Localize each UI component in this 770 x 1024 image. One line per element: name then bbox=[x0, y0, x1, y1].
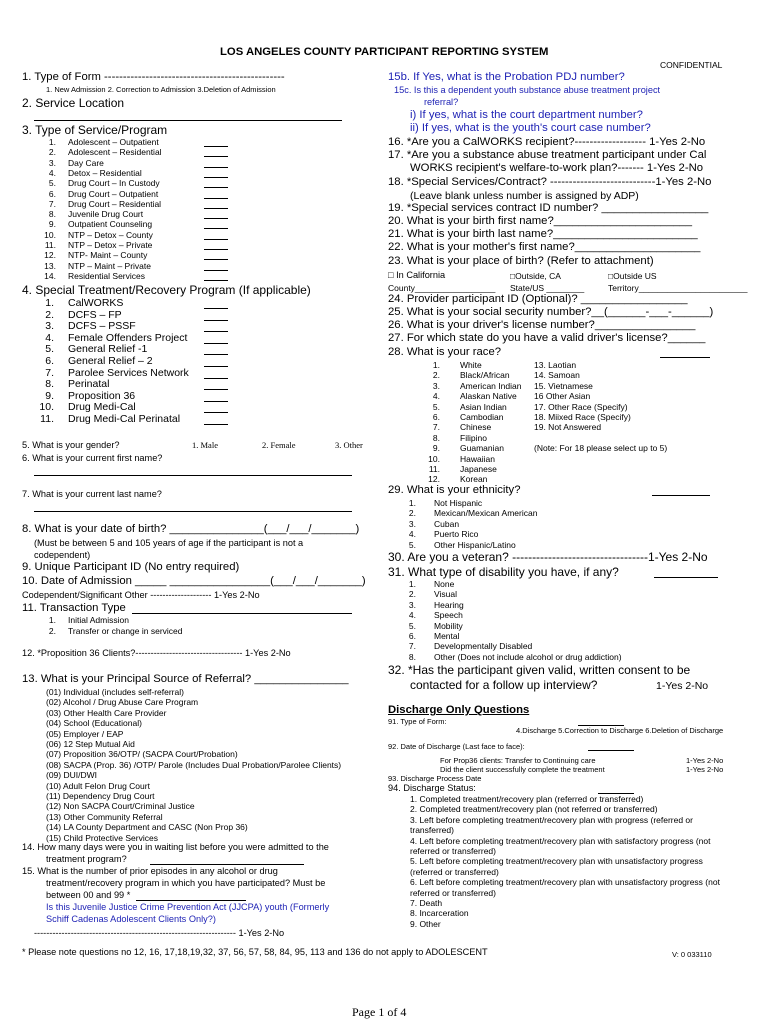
q32-line2: contacted for a follow up interview? bbox=[410, 678, 598, 692]
race-option[interactable]: 16 Other Asian bbox=[534, 391, 591, 402]
q14-line2: treatment program? bbox=[46, 854, 127, 864]
d93-label: 93. Discharge Process Date bbox=[388, 774, 482, 783]
service-program-option[interactable]: Adolescent – Outpatient bbox=[68, 137, 159, 147]
special-program-option[interactable]: Female Offenders Project bbox=[68, 331, 188, 344]
race-option[interactable]: (Note: For 18 please select up to 5) bbox=[534, 443, 668, 454]
list-item-number: 11. bbox=[44, 240, 56, 250]
list-item-number: 7. bbox=[45, 366, 54, 379]
discharge-status-option[interactable]: referred or transferred) bbox=[410, 846, 496, 856]
q15-line1: 15. What is the number of prior episodes in any alcohol or drug bbox=[22, 866, 278, 876]
service-program-blank[interactable] bbox=[204, 280, 228, 281]
q29-label: 29. What is your ethnicity? bbox=[388, 484, 521, 496]
q10-codependent: Codependent/Significant Other -------------------- 1-Yes 2-No bbox=[22, 590, 260, 600]
list-item-number: 3. bbox=[45, 320, 54, 333]
list-item-number: 5. bbox=[432, 401, 440, 412]
disability-input[interactable] bbox=[654, 577, 718, 578]
list-item-number: 2. bbox=[408, 589, 416, 600]
race-option[interactable]: Korean bbox=[460, 474, 488, 485]
service-program-option[interactable]: Day Care bbox=[68, 157, 104, 168]
q32-line1: 32. *Has the participant given valid, written consent to be bbox=[388, 663, 691, 677]
referral-source-option[interactable]: (04) School (Educational) bbox=[46, 718, 142, 729]
service-program-option[interactable]: Adolescent – Residential bbox=[68, 147, 162, 158]
birthplace-outside-ca-option[interactable]: □Outside, CA bbox=[510, 271, 561, 281]
list-item-number: 1. bbox=[48, 137, 56, 147]
service-program-option[interactable]: Drug Court – In Custody bbox=[68, 178, 160, 189]
list-item-number: 4. bbox=[48, 167, 56, 178]
q17-line2: WORKS recipient's welfare-to-work plan?------- 1-Yes 2-No bbox=[410, 162, 704, 174]
service-program-blank[interactable] bbox=[204, 270, 228, 271]
q14-line1: 14. How many days were you in waiting list before you were admitted to the bbox=[22, 842, 329, 852]
discharge-status-option[interactable]: 3. Left before completing treatment/recovery plan with progress (referred or bbox=[410, 814, 693, 825]
q15c-ii: ii) If yes, what is the youth's court case number? bbox=[410, 122, 651, 134]
special-program-option[interactable]: Proposition 36 bbox=[68, 389, 136, 402]
referral-source-option[interactable]: (06) 12 Step Mutual Aid bbox=[46, 739, 135, 749]
state-field[interactable]: State/US ________ bbox=[510, 283, 585, 293]
referral-source-option[interactable]: (10) Adult Felon Drug Court bbox=[46, 780, 150, 791]
list-item-number: 4. bbox=[408, 610, 416, 621]
list-item-number: 2. bbox=[48, 147, 56, 158]
prop36-complete-answer: 1-Yes 2-No bbox=[686, 765, 724, 774]
service-location-input[interactable] bbox=[34, 120, 342, 121]
q4-label: 4. Special Treatment/Recovery Program (If applicable) bbox=[22, 283, 311, 297]
race-option[interactable]: Japanese bbox=[460, 464, 497, 474]
race-option[interactable]: Asian Indian bbox=[460, 401, 507, 412]
special-program-option[interactable]: CalWORKS bbox=[68, 297, 124, 309]
version-label: V: 0 033110 bbox=[672, 950, 712, 959]
discharge-status-option[interactable]: 5. Left before completing treatment/recovery plan with unsatisfactory progress bbox=[410, 856, 703, 867]
prop36-transfer-label: For Prop36 clients: Transfer to Continuing care bbox=[440, 756, 596, 765]
birthplace-outside-us-option[interactable]: □Outside US bbox=[608, 271, 657, 281]
transaction-type-option[interactable]: Initial Admission bbox=[68, 615, 129, 625]
birthplace-california-option[interactable]: □ In California bbox=[388, 270, 446, 280]
ethnicity-option[interactable]: Mexican/Mexican American bbox=[434, 508, 538, 519]
service-program-blank[interactable] bbox=[204, 259, 228, 260]
q20-label: 20. What is your birth first name?______________________ bbox=[388, 215, 692, 227]
race-option[interactable]: Black/African bbox=[460, 370, 510, 381]
q17-line1: 17. *Are you a substance abuse treatment participant under Cal bbox=[388, 149, 707, 161]
service-program-option[interactable]: Residential Services bbox=[68, 270, 146, 281]
list-item-number: 1. bbox=[48, 615, 56, 625]
q13-label: 13. What is your Principal Source of Referral? _______________ bbox=[22, 673, 349, 685]
transaction-type-input[interactable] bbox=[132, 613, 352, 614]
q8-note-line1: (Must be between 5 and 105 years of age if the participant is not a bbox=[34, 538, 304, 548]
list-item-number: 6. bbox=[45, 355, 54, 367]
discharge-status-option[interactable]: referred or transferred) bbox=[410, 887, 496, 898]
referral-source-option[interactable]: (08) SACPA (Prop. 36) /OTP/ Parole (Includes Dual Probation/Parolee Clients) bbox=[46, 759, 342, 770]
referral-source-option[interactable]: (05) Employer / EAP bbox=[46, 728, 124, 739]
list-item-number: 3. bbox=[408, 599, 416, 610]
race-option[interactable]: 14. Samoan bbox=[534, 370, 580, 381]
service-program-blank[interactable] bbox=[204, 146, 228, 147]
special-program-option[interactable]: DCFS – FP bbox=[68, 308, 122, 321]
list-item-number: 10. bbox=[428, 453, 440, 464]
ethnicity-option[interactable]: Other Hispanic/Latino bbox=[434, 539, 516, 550]
list-item-number: 4. bbox=[432, 391, 440, 402]
q15c-line2: referral? bbox=[424, 97, 459, 107]
list-item-number: 5. bbox=[45, 343, 54, 356]
gender-other-option[interactable]: 3. Other bbox=[335, 440, 363, 450]
q15a-line1: Is this Juvenile Justice Crime Prevention Act (JJCPA) youth (Formerly bbox=[46, 902, 330, 912]
list-item-number: 10. bbox=[44, 229, 56, 240]
q32-answer: 1-Yes 2-No bbox=[656, 680, 709, 692]
q15a-line2: Schiff Cadenas Adolescent Clients Only?) bbox=[46, 914, 216, 924]
service-program-option[interactable]: NTP – Maint – Private bbox=[68, 260, 151, 271]
race-option[interactable]: Guamanian bbox=[460, 443, 504, 454]
discharge-date-input[interactable] bbox=[588, 750, 634, 751]
list-item-number: 3. bbox=[432, 380, 440, 391]
q12-label: 12. *Proposition 36 Clients?----------------------------------- 1-Yes 2-No bbox=[22, 648, 291, 658]
list-item-number: 10. bbox=[39, 401, 54, 414]
waiting-days-input[interactable] bbox=[150, 864, 304, 865]
race-option[interactable]: American Indian bbox=[460, 380, 522, 391]
list-item-number: 1. bbox=[45, 297, 54, 309]
disability-option[interactable]: Other (Does not include alcohol or drug addiction) bbox=[434, 651, 622, 662]
q15b-label: 15b. If Yes, what is the Probation PDJ number? bbox=[388, 71, 625, 83]
service-program-blank[interactable] bbox=[204, 177, 228, 178]
q2-label: 2. Service Location bbox=[22, 96, 125, 110]
disability-option[interactable]: Visual bbox=[434, 589, 457, 600]
list-item-number: 8. bbox=[432, 432, 440, 443]
special-program-option[interactable]: DCFS – PSSF bbox=[68, 320, 136, 333]
discharge-status-option[interactable]: 6. Left before completing treatment/recovery plan with unsatisfactory progress (not bbox=[410, 877, 720, 888]
discharge-status-option[interactable]: 2. Completed treatment/recovery plan (not referred or transferred) bbox=[410, 804, 658, 815]
list-item-number: 12. bbox=[44, 250, 56, 261]
q10-label: 10. Date of Admission _____ ________________(___/___/_______) bbox=[22, 575, 366, 587]
special-program-option[interactable]: General Relief – 2 bbox=[68, 355, 153, 367]
referral-source-option[interactable]: (12) Non SACPA Court/Criminal Justice bbox=[46, 801, 195, 812]
list-item-number: 11. bbox=[428, 464, 440, 474]
referral-source-option[interactable]: (14) LA County Department and CASC (Non Prop 36) bbox=[46, 822, 248, 833]
service-program-option[interactable]: Juvenile Drug Court bbox=[68, 209, 144, 220]
first-name-input[interactable] bbox=[34, 475, 352, 476]
d91-label: 91. Type of Form: bbox=[388, 717, 447, 726]
prop36-complete-label: Did the client successfully complete the treatment bbox=[440, 765, 605, 774]
q19-label: 19. *Special services contract ID number? _________________ bbox=[388, 202, 709, 214]
disability-option[interactable]: Developmentally Disabled bbox=[434, 641, 533, 652]
list-item-number: 5. bbox=[408, 620, 416, 631]
special-program-blank[interactable] bbox=[204, 343, 228, 344]
special-program-option[interactable]: Drug Medi-Cal bbox=[68, 401, 136, 414]
county-field[interactable]: County_________________ bbox=[388, 283, 496, 293]
service-program-blank[interactable] bbox=[204, 156, 228, 157]
service-program-blank[interactable] bbox=[204, 198, 228, 199]
race-option[interactable]: 19. Not Answered bbox=[534, 422, 602, 433]
special-program-blank[interactable] bbox=[204, 366, 228, 367]
q26-label: 26. What is your driver's license number?________________ bbox=[388, 319, 696, 331]
discharge-section-title: Discharge Only Questions bbox=[388, 704, 530, 716]
disability-option[interactable]: Speech bbox=[434, 610, 463, 621]
list-item-number: 9. bbox=[48, 219, 56, 230]
discharge-status-option[interactable]: 8. Incarceration bbox=[410, 908, 469, 919]
list-item-number: 6. bbox=[432, 412, 440, 422]
discharge-status-option[interactable]: 9. Other bbox=[410, 918, 441, 929]
q3-label: 3. Type of Service/Program bbox=[22, 123, 168, 137]
referral-source-option[interactable]: (13) Other Community Referral bbox=[46, 811, 163, 822]
list-item-number: 8. bbox=[45, 378, 54, 391]
discharge-status-option[interactable]: (referred or transferred) bbox=[410, 866, 499, 877]
race-option[interactable]: 18. Miixed Race (Specify) bbox=[534, 412, 631, 422]
discharge-status-option[interactable]: 7. Death bbox=[410, 898, 443, 908]
disability-option[interactable]: None bbox=[434, 579, 455, 589]
list-item-number: 9. bbox=[45, 389, 54, 402]
list-item-number: 5. bbox=[408, 539, 416, 550]
service-program-option[interactable]: Outpatient Counseling bbox=[68, 219, 153, 230]
special-program-blank[interactable] bbox=[204, 424, 228, 425]
list-item-number: 1. bbox=[408, 498, 416, 508]
service-program-option[interactable]: Drug Court – Residential bbox=[68, 198, 162, 209]
referral-source-option[interactable]: (07) Proposition 36/OTP/ (SACPA Court/Probation) bbox=[46, 749, 238, 760]
race-option[interactable]: Cambodian bbox=[460, 412, 504, 422]
q22-label: 22. What is your mother's first name?____________________ bbox=[388, 241, 701, 253]
referral-source-option[interactable]: (15) Child Protective Services bbox=[46, 832, 158, 843]
territory-field[interactable]: Territory_______________________ bbox=[608, 283, 748, 293]
q27-label: 27. For which state do you have a valid driver's license?______ bbox=[388, 332, 706, 344]
footer-note: * Please note questions no 12, 16, 17,18,19,32, 37, 56, 57, 58, 84, 95, 113 and 136 do not apply to ADOLESCENT bbox=[22, 947, 488, 957]
referral-source-option[interactable]: (03) Other Health Care Provider bbox=[46, 707, 167, 718]
disability-option[interactable]: Mobility bbox=[434, 620, 463, 631]
referral-source-option[interactable]: (11) Dependency Drug Court bbox=[46, 791, 155, 801]
special-program-blank[interactable] bbox=[204, 378, 228, 379]
q18-line1: 18. *Special Services/Contract? ----------------------------1-Yes 2-No bbox=[388, 176, 712, 188]
list-item-number: 4. bbox=[45, 331, 54, 344]
list-item-number: 7. bbox=[432, 422, 440, 433]
transaction-type-option[interactable]: Transfer or change in serviced bbox=[68, 625, 183, 636]
ethnicity-option[interactable]: Cuban bbox=[434, 518, 460, 529]
list-item-number: 5. bbox=[48, 178, 56, 189]
list-item-number: 1. bbox=[432, 360, 440, 370]
service-program-blank[interactable] bbox=[204, 167, 228, 168]
service-program-blank[interactable] bbox=[204, 239, 228, 240]
q15c-line1: 15c. Is this a dependent youth substance abuse treatment project bbox=[394, 85, 661, 95]
ethnicity-input[interactable] bbox=[652, 495, 710, 496]
prop36-transfer-answer: 1-Yes 2-No bbox=[686, 756, 724, 765]
special-program-blank[interactable] bbox=[204, 308, 228, 309]
race-option[interactable]: Alaskan Native bbox=[460, 391, 517, 402]
list-item-number: 13. bbox=[44, 260, 56, 271]
service-program-blank[interactable] bbox=[204, 249, 228, 250]
special-program-option[interactable]: Drug Medi-Cal Perinatal bbox=[68, 413, 181, 425]
service-program-option[interactable]: NTP – Detox – Private bbox=[68, 240, 153, 250]
form-title: LOS ANGELES COUNTY PARTICIPANT REPORTING SYSTEM bbox=[220, 46, 549, 58]
list-item-number: 1. bbox=[408, 579, 416, 589]
list-item-number: 8. bbox=[408, 651, 416, 662]
gender-female-option[interactable]: 2. Female bbox=[262, 440, 296, 450]
d92-label: 92. Date of Discharge (Last face to face): bbox=[388, 742, 525, 751]
service-program-option[interactable]: NTP- Maint – County bbox=[68, 250, 148, 261]
list-item-number: 6. bbox=[48, 188, 56, 199]
confidential-label: CONFIDENTIAL bbox=[660, 60, 723, 70]
list-item-number: 3. bbox=[408, 518, 416, 529]
q1-label: 1. Type of Form ------------------------------------------------ bbox=[22, 71, 285, 83]
service-program-blank[interactable] bbox=[204, 228, 228, 229]
list-item-number: 6. bbox=[408, 631, 416, 641]
list-item-number: 2. bbox=[408, 508, 416, 519]
service-program-blank[interactable] bbox=[204, 187, 228, 188]
race-option[interactable]: 17. Other Race (Specify) bbox=[534, 401, 628, 412]
race-option[interactable]: Chinese bbox=[460, 422, 492, 433]
list-item-number: 14. bbox=[44, 270, 56, 281]
q7-label: 7. What is your current last name? bbox=[22, 489, 162, 499]
ethnicity-option[interactable]: Not Hispanic bbox=[434, 498, 483, 508]
q8-label: 8. What is your date of birth? _______________(___/___/_______) bbox=[22, 523, 360, 535]
race-option[interactable]: Hawaiian bbox=[460, 453, 495, 464]
disability-option[interactable]: Hearing bbox=[434, 599, 464, 610]
special-program-blank[interactable] bbox=[204, 320, 228, 321]
d91-options: 4.Discharge 5.Correction to Discharge 6.Deletion of Discharge bbox=[516, 726, 724, 735]
q5-label: 5. What is your gender? bbox=[22, 440, 120, 450]
last-name-input[interactable] bbox=[34, 511, 352, 512]
d94-label: 94. Discharge Status: bbox=[388, 783, 476, 793]
service-program-option[interactable]: NTP – Detox – County bbox=[68, 229, 153, 240]
referral-source-option[interactable]: (01) Individual (includes self-referral) bbox=[46, 687, 184, 697]
q9-label: 9. Unique Participant ID (No entry required) bbox=[22, 561, 240, 573]
ethnicity-option[interactable]: Puerto Rico bbox=[434, 529, 479, 540]
race-option[interactable]: Filipino bbox=[460, 432, 487, 443]
list-item-number: 11. bbox=[40, 413, 54, 425]
prior-episodes-input[interactable] bbox=[136, 900, 246, 901]
gender-male-option[interactable]: 1. Male bbox=[192, 440, 218, 450]
q1-options: 1. New Admission 2. Correction to Admission 3.Deletion of Admission bbox=[46, 85, 276, 94]
special-program-option[interactable]: Parolee Services Network bbox=[68, 366, 189, 379]
q28-label: 28. What is your race? bbox=[388, 346, 502, 358]
page-number: Page 1 of 4 bbox=[352, 1005, 407, 1019]
race-option[interactable]: 13. Laotian bbox=[534, 360, 577, 370]
discharge-status-option[interactable]: transferred) bbox=[410, 825, 454, 836]
special-program-blank[interactable] bbox=[204, 401, 228, 402]
q16-label: 16. *Are you a CalWORKS recipient?------------------- 1-Yes 2-No bbox=[388, 136, 706, 148]
q21-label: 21. What is your birth last name?_______________________ bbox=[388, 228, 698, 240]
race-input[interactable] bbox=[660, 357, 710, 358]
q11-label: 11. Transaction Type bbox=[22, 602, 126, 614]
list-item-number: 7. bbox=[48, 198, 56, 209]
service-program-blank[interactable] bbox=[204, 208, 228, 209]
list-item-number: 2. bbox=[432, 370, 440, 381]
discharge-status-option[interactable]: 4. Left before completing treatment/recovery plan with satisfactory progress (not bbox=[410, 835, 711, 846]
list-item-number: 12. bbox=[428, 474, 440, 485]
service-program-option[interactable]: Drug Court – Outpatient bbox=[68, 188, 159, 199]
referral-source-option[interactable]: (09) DUI/DWI bbox=[46, 770, 97, 781]
q18-line2: (Leave blank unless number is assigned by ADP) bbox=[410, 190, 639, 202]
q23-label: 23. What is your place of birth? (Refer to attachment) bbox=[388, 255, 654, 267]
discharge-status-option[interactable]: 1. Completed treatment/recovery plan (referred or transferred) bbox=[410, 794, 644, 804]
q25-label: 25. What is your social security number?__(______-___-______) bbox=[388, 306, 714, 318]
special-program-option[interactable]: General Relief -1 bbox=[68, 343, 148, 356]
service-program-blank[interactable] bbox=[204, 218, 228, 219]
q15-line2: treatment/recovery program in which you have participated? Must be bbox=[46, 878, 326, 888]
list-item-number: 2. bbox=[45, 308, 54, 321]
disability-option[interactable]: Mental bbox=[434, 631, 460, 641]
list-item-number: 3. bbox=[48, 157, 56, 168]
special-program-blank[interactable] bbox=[204, 389, 228, 390]
q15a-answer: ------------------------------------------------------------------ 1-Yes 2-No bbox=[34, 928, 285, 938]
q15c-i: i) If yes, what is the court department number? bbox=[410, 109, 643, 121]
list-item-number: 9. bbox=[432, 443, 440, 454]
special-program-blank[interactable] bbox=[204, 412, 228, 413]
list-item-number: 7. bbox=[408, 641, 416, 652]
list-item-number: 2. bbox=[48, 625, 56, 636]
q30-label: 30. Are you a veteran? ----------------------------------1-Yes 2-No bbox=[388, 550, 708, 564]
list-item-number: 4. bbox=[408, 529, 416, 540]
special-program-blank[interactable] bbox=[204, 354, 228, 355]
q15-line3: between 00 and 99 * bbox=[46, 890, 131, 900]
q24-label: 24. Provider participant ID (Optional)? _________________ bbox=[388, 293, 688, 305]
service-program-option[interactable]: Detox – Residential bbox=[68, 167, 142, 178]
q31-label: 31. What type of disability you have, if any? bbox=[388, 565, 619, 579]
q8-note-line2: codependent) bbox=[34, 550, 91, 560]
race-option[interactable]: White bbox=[460, 360, 482, 370]
race-option[interactable]: 15. Vietnamese bbox=[534, 380, 593, 391]
referral-source-option[interactable]: (02) Alcohol / Drug Abuse Care Program bbox=[46, 697, 199, 708]
list-item-number: 8. bbox=[48, 209, 56, 220]
special-program-blank[interactable] bbox=[204, 331, 228, 332]
q6-label: 6. What is your current first name? bbox=[22, 453, 163, 463]
special-program-option[interactable]: Perinatal bbox=[68, 378, 110, 391]
